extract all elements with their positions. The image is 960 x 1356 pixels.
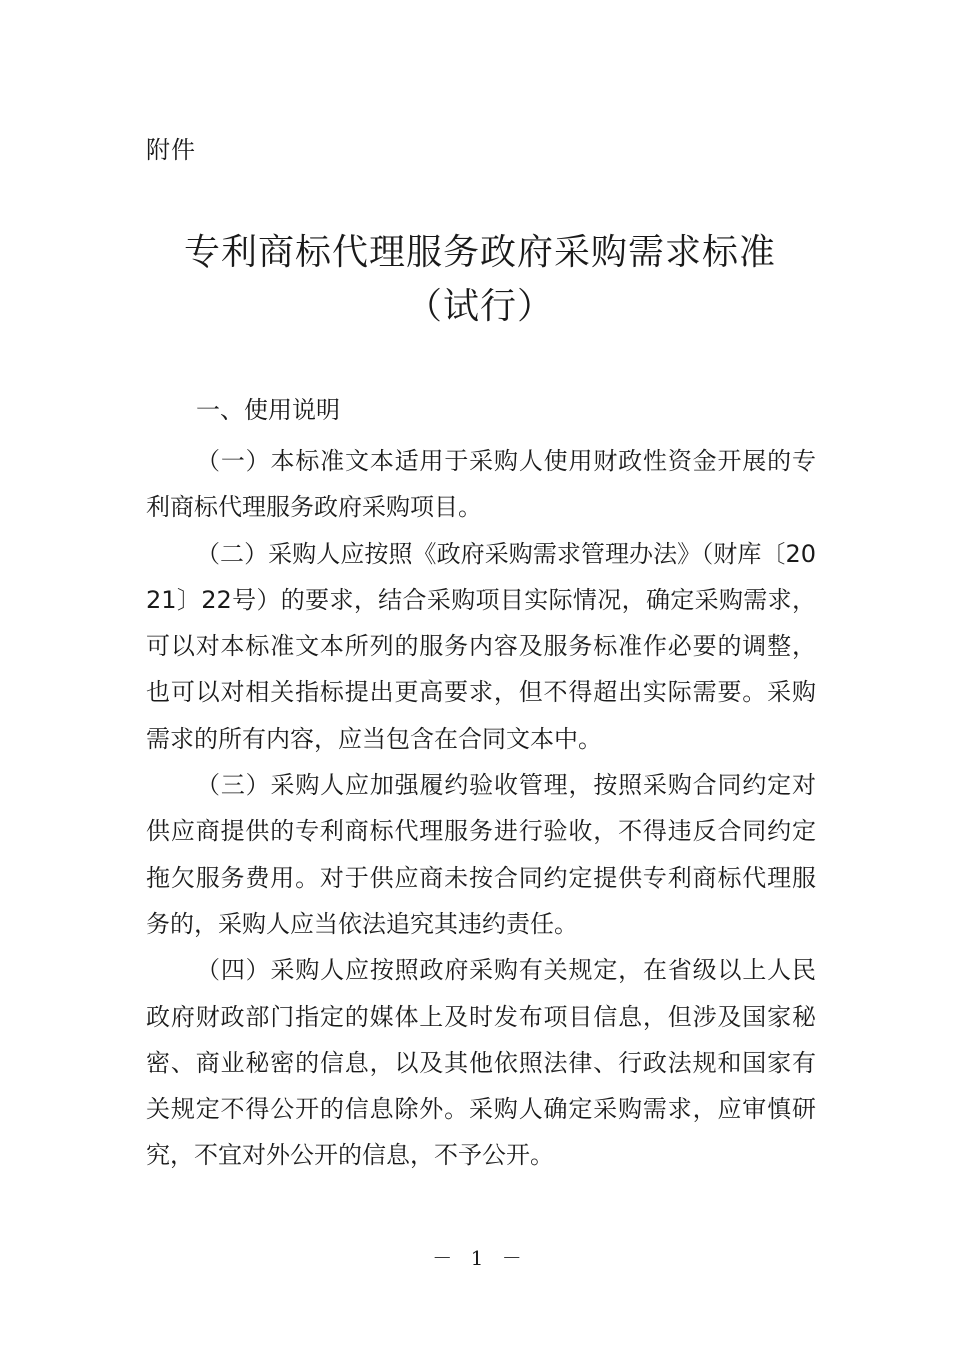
paragraph-4: （四）采购人应按照政府采购有关规定，在省级以上人民政府财政部门指定的媒体上及时发布项目信息，但涉及国家秘密、商业秘密的信息，以及其他依照法律、行政法规和国家有关规定不得公开的信息除外。采购人确定采购需求，应审慎研究，不宜对外公开的信息，不予公开。 <box>146 956 816 1170</box>
document-title <box>0 226 960 334</box>
page-number: － 1 － <box>432 1246 528 1270</box>
paragraph-1: （一）本标准文本适用于采购人使用财政性资金开展的专利商标代理服务政府采购项目。 <box>146 447 816 522</box>
body-text <box>146 438 816 1179</box>
paragraph-2: （二）采购人应按照《政府采购需求管理办法》（财库〔2021〕22号）的要求，结合采购项目实际情况，确定采购需求，可以对本标准文本所列的服务内容及服务标准作必要的调整，也可以对相关指标提出更高要求，但不得超出实际需要。采购需求的所有内容，应当包含在合同文本中。 <box>146 539 816 753</box>
attachment-label: 附件 <box>146 136 196 164</box>
title-line-trial: （试行） <box>405 286 554 327</box>
title-line-main: 专利商标代理服务政府采购需求标准 <box>183 232 776 273</box>
paragraph-3: （三）采购人应加强履约验收管理，按照采购合同约定对供应商提供的专利商标代理服务进行验收，不得违反合同约定拖欠服务费用。对于供应商未按合同约定提供专利商标代理服务的，采购人应当依法追究其违约责任。 <box>146 771 816 938</box>
section-heading-usage: 一、使用说明 <box>196 396 340 424</box>
